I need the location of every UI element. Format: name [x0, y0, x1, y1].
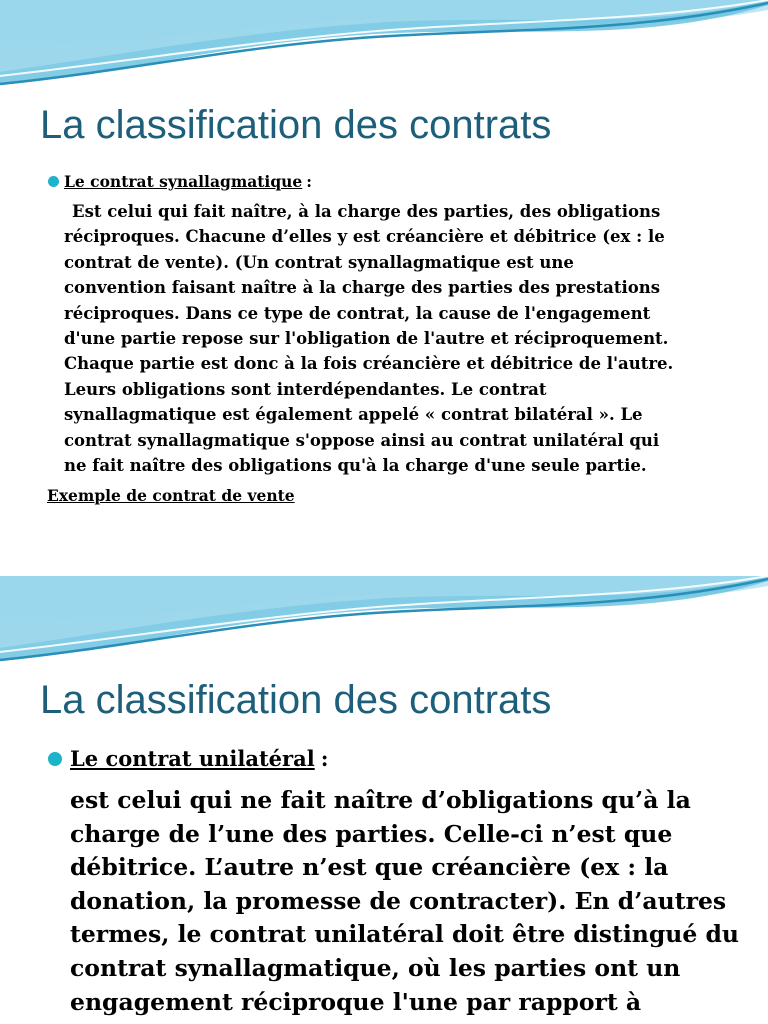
paragraph-line: contrat de vente). (Un contrat synallagmatique est une: [64, 252, 574, 272]
paragraph-line: est celui qui ne fait naître d’obligations qu’à la: [70, 786, 691, 814]
paragraph-line: réciproques. Dans ce type de contrat, la cause de l'engagement: [64, 303, 651, 323]
paragraph-line: Leurs obligations sont interdépendantes. Le contrat: [64, 379, 547, 399]
paragraph-line: débitrice. L’autre n’est que créancière (ex : la: [70, 853, 669, 882]
wave-banner: [0, 0, 768, 100]
paragraph-line: termes, le contrat unilatéral doit être distingué du: [70, 920, 740, 949]
bullet-item: [48, 172, 312, 191]
paragraph-line: contrat synallagmatique s'oppose ainsi au contrat unilatéral qui: [64, 430, 660, 450]
paragraph-line: donation, la promesse de contracter). En d’autres: [70, 886, 727, 915]
slide-title: La classification des contrats: [40, 678, 552, 722]
bullet-item: [48, 746, 328, 771]
definition-paragraph: [64, 199, 736, 478]
paragraph-line: charge de l’une des parties. Celle-ci n’est que: [70, 819, 673, 848]
paragraph-line: d'une partie repose sur l'obligation de l'autre et réciproquement.: [64, 329, 669, 349]
paragraph-line: contrat synallagmatique, où les parties ont un: [70, 953, 681, 982]
paragraph-line: engagement réciproque l'une par rapport à: [70, 987, 642, 1016]
wave-banner: [0, 576, 768, 676]
paragraph-line: réciproques. Chacune d’elles y est créancière et débitrice (ex : le: [64, 227, 665, 247]
paragraph-line: Est celui qui fait naître, à la charge des parties, des obligations: [72, 202, 661, 221]
paragraph-line: synallagmatique est également appelé « contrat bilatéral ». Le: [64, 405, 643, 425]
paragraph-line: Chaque partie est donc à la fois créancière et débitrice de l'autre.: [64, 354, 674, 374]
paragraph-line: ne fait naître des obligations qu'à la charge d'une seule partie.: [64, 456, 647, 476]
bullet-colon: :: [306, 172, 313, 191]
paragraph-line: convention faisant naître à la charge des parties des prestations: [64, 278, 661, 298]
bullet-heading: Le contrat synallagmatique: [64, 172, 303, 191]
slide-title: La classification des contrats: [40, 103, 552, 147]
bullet-heading: Le contrat unilatéral: [70, 746, 315, 771]
example-link[interactable]: Exemple de contrat de vente: [47, 486, 295, 505]
bullet-colon: :: [320, 746, 329, 771]
bullet-icon: [48, 752, 62, 766]
definition-paragraph: [70, 784, 750, 1019]
bullet-icon: [48, 176, 59, 187]
